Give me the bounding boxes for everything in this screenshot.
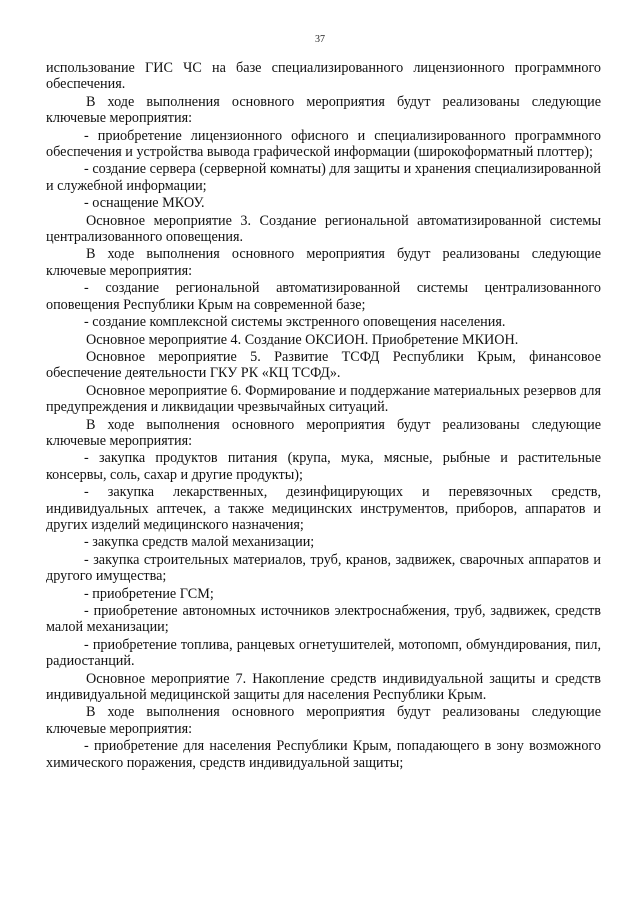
- paragraph: использование ГИС ЧС на базе специализированного лицензионного программного обеспечения.: [46, 60, 601, 93]
- list-item: - закупка продуктов питания (крупа, мука, мясные, рыбные и растительные консервы, соль, сахар и другие продукты);: [46, 450, 601, 483]
- list-item: - приобретение топлива, ранцевых огнетушителей, мотопомп, обмундирования, пил, радиостанций.: [46, 636, 601, 670]
- list-item: - приобретение ГСМ;: [84, 585, 214, 602]
- list-item: - оснащение МКОУ.: [84, 195, 205, 212]
- paragraph: В ходе выполнения основного мероприятия будут реализованы следующие ключевые мероприятия:: [46, 704, 601, 737]
- paragraph: В ходе выполнения основного мероприятия будут реализованы следующие ключевые мероприятия:: [46, 93, 601, 127]
- paragraph: В ходе выполнения основного мероприятия будут реализованы следующие ключевые мероприятия:: [46, 246, 601, 279]
- paragraph: Основное мероприятие 6. Формирование и поддержание материальных резервов для предупреждения и ликвидации чрезвычайных ситуаций.: [46, 382, 601, 416]
- paragraph: Основное мероприятие 5. Развитие ТСФД Республики Крым, финансовое обеспечение деятельности ГКУ РК «КЦ ТСФД».: [46, 348, 601, 382]
- list-item: - создание региональной автоматизированной системы централизованного оповещения Республики Крым на современной базе;: [46, 280, 601, 313]
- paragraph: В ходе выполнения основного мероприятия будут реализованы следующие ключевые мероприятия:: [46, 416, 601, 449]
- page-number: 37: [315, 34, 325, 45]
- list-item: - закупка строительных материалов, труб, кранов, задвижек, сварочных аппаратов и другого имущества;: [46, 551, 601, 585]
- list-item: - приобретение для населения Республики Крым, попадающего в зону возможного химического поражения, средств индивидуальной защиты;: [46, 738, 601, 771]
- list-item: - приобретение лицензионного офисного и специализированного программного обеспечения и устройства вывода графической информации (широкоформатный плоттер);: [46, 127, 601, 161]
- list-item: - закупка средств малой механизации;: [84, 534, 315, 551]
- list-item: - создание сервера (серверной комнаты) для защиты и хранения специализированной и служебной информации;: [46, 161, 601, 194]
- document-body: [46, 60, 601, 772]
- paragraph: Основное мероприятие 3. Создание региональной автоматизированной системы централизованного оповещения.: [46, 212, 601, 246]
- paragraph: Основное мероприятие 4. Создание ОКСИОН. Приобретение МКИОН.: [86, 331, 519, 348]
- paragraph: Основное мероприятие 7. Накопление средств индивидуальной защиты и средств индивидуальной медицинской защиты для населения Республики Крым.: [46, 670, 601, 704]
- list-item: - создание комплексной системы экстренного оповещения населения.: [84, 314, 506, 331]
- list-item: - приобретение автономных источников электроснабжения, труб, задвижек, средств малой механизации;: [46, 603, 601, 636]
- list-item: - закупка лекарственных, дезинфицирующих и перевязочных средств, индивидуальных аптечек, а также медицинских инструментов, приборов, аппаратов и других изделий медицинского назначения;: [46, 484, 601, 533]
